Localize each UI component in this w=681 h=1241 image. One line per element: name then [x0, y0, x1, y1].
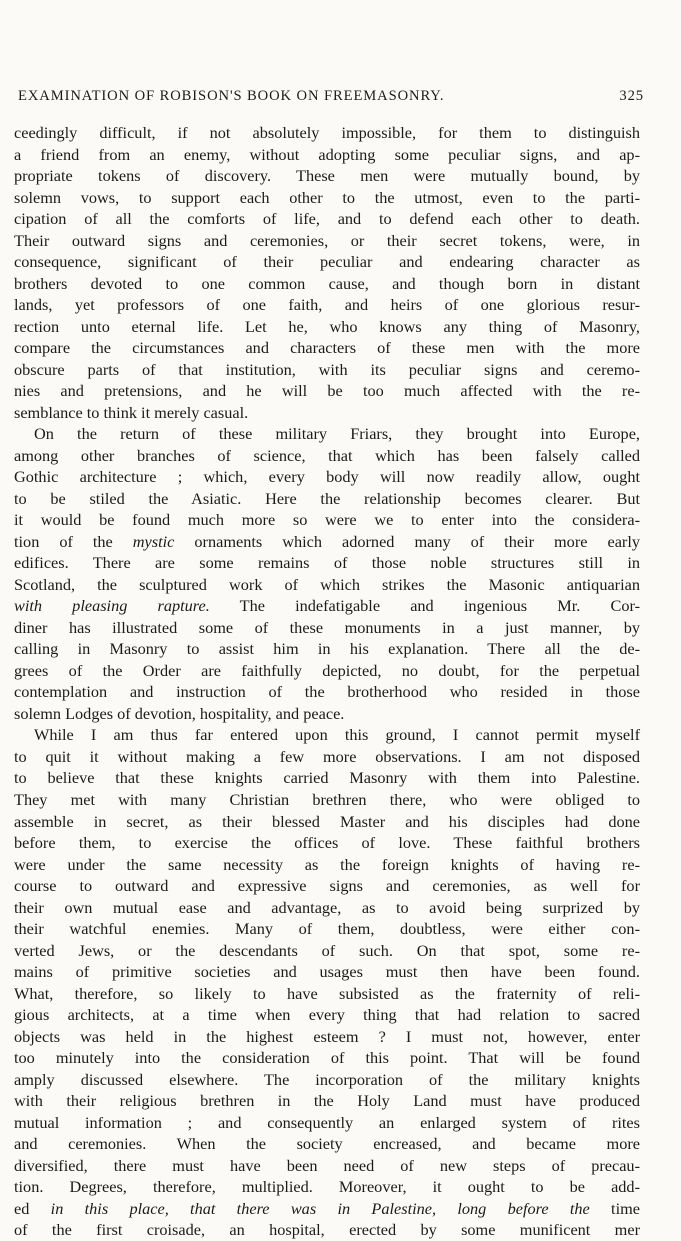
text-segment: before them, to exercise the offices of love. These faithful brothers: [14, 833, 640, 853]
text-segment: solemn Lodges of devotion, hospitality, and peace.: [14, 703, 345, 723]
text-segment: grees of the Order are faithfully depicted, no doubt, for the perpetual: [14, 660, 640, 680]
text-line: [14, 466, 640, 488]
text-line: [14, 208, 640, 230]
text-segment: it would be found much more so were we to enter into the considera-: [14, 510, 640, 530]
text-line: [14, 187, 640, 209]
text-segment: Gothic architecture ; which, every body will now readily allow, ought: [14, 467, 640, 487]
text-segment: mains of primitive societies and usages must then have been found.: [14, 962, 640, 982]
text-line: [14, 854, 640, 876]
text-line: [14, 811, 640, 833]
text-segment: contemplation and instruction of the brotherhood who resided in those: [14, 682, 640, 702]
text-line: [14, 940, 640, 962]
text-segment: to be stiled the Asiatic. Here the relationship becomes clearer. But: [14, 488, 640, 508]
text-line: [14, 617, 640, 639]
text-line: [14, 488, 640, 510]
text-segment: verted Jews, or the descendants of such. On that spot, some re-: [14, 940, 640, 960]
text-line: [14, 918, 640, 940]
text-segment: objects was held in the highest esteem ? I must not, however, enter: [14, 1026, 640, 1046]
text-line: [14, 983, 640, 1005]
text-line: [14, 294, 640, 316]
text-line: [14, 273, 640, 295]
text-segment: propriate tokens of discovery. These men were mutually bound, by: [14, 166, 640, 186]
text-segment: ed: [14, 1198, 51, 1218]
text-line: [14, 423, 640, 445]
text-line: [14, 1198, 640, 1220]
text-line: [14, 746, 640, 768]
text-segment: ornaments which adorned many of their more early: [174, 531, 641, 551]
text-segment: course to outward and expressive signs and ceremonies, as well for: [14, 876, 640, 896]
text-line: [14, 552, 640, 574]
text-line: [14, 1155, 640, 1177]
text-line: [14, 767, 640, 789]
text-line: [14, 875, 640, 897]
text-segment: ceedingly difficult, if not absolutely impossible, for them to distinguish: [14, 123, 640, 142]
text-segment: amply discussed elsewhere. The incorporation of the military knights: [14, 1069, 640, 1089]
text-line: [14, 402, 640, 424]
text-segment: among other branches of science, that which has been falsely called: [14, 445, 640, 465]
text-line: [14, 789, 640, 811]
text-segment: rection unto eternal life. Let he, who knows any thing of Masonry,: [14, 316, 640, 336]
text-segment: a friend from an enemy, without adopting some peculiar signs, and ap-: [14, 144, 640, 164]
text-segment: their watchful enemies. Many of them, doubtless, were either con-: [14, 919, 640, 939]
text-segment: nies and pretensions, and he will be too much affected with the re-: [14, 381, 640, 401]
italic-segment: mystic: [132, 531, 175, 551]
text-line: [14, 380, 640, 402]
text-segment: calling in Masonry to assist him in his explanation. There all the de-: [14, 639, 640, 659]
text-line: [14, 509, 640, 531]
text-line: [14, 681, 640, 703]
text-line: [14, 724, 640, 746]
text-segment: obscure parts of that institution, with its peculiar signs and ceremo-: [14, 359, 640, 379]
text-segment: diner has illustrated some of these monuments in a just manner, by: [14, 617, 640, 637]
text-line: [14, 1069, 640, 1091]
text-segment: to believe that these knights carried Masonry with them into Palestine.: [14, 768, 640, 788]
text-segment: tion of the: [14, 531, 133, 551]
text-line: [14, 638, 640, 660]
text-segment: were under the same necessity as the foreign knights of having re-: [14, 854, 640, 874]
text-segment: mutual information ; and consequently an enlarged system of rites: [14, 1112, 640, 1132]
text-line: [14, 897, 640, 919]
text-segment: While I am thus far entered upon this ground, I cannot permit myself: [34, 725, 640, 745]
text-line: [14, 1219, 640, 1241]
text-segment: tion. Degrees, therefore, multiplied. Moreover, it ought to be add-: [14, 1177, 640, 1197]
text-segment: solemn vows, to support each other to the utmost, even to the parti-: [14, 187, 640, 207]
text-segment: compare the circumstances and characters of these men with the more: [14, 338, 640, 358]
text-line: [14, 574, 640, 596]
text-line: [14, 359, 640, 381]
text-line: [14, 1026, 640, 1048]
text-segment: Scotland, the sculptured work of which strikes the Masonic antiquarian: [14, 574, 640, 594]
text-segment: edifices. There are some remains of those noble structures still in: [14, 553, 640, 573]
text-line: [14, 531, 640, 553]
text-line: [14, 1112, 640, 1134]
text-line: [14, 1004, 640, 1026]
text-segment: lands, yet professors of one faith, and heirs of one glorious resur-: [14, 295, 640, 315]
text-line: [14, 595, 640, 617]
text-line: [14, 1090, 640, 1112]
page-number: 325: [619, 88, 644, 104]
text-segment: of the first croisade, an hospital, erected by some munificent mer: [14, 1220, 640, 1240]
text-segment: diversified, there must have been need of new steps of precau-: [14, 1155, 640, 1175]
text-segment: brothers devoted to one common cause, and though born in distant: [14, 273, 640, 293]
text-line: [14, 230, 640, 252]
text-segment: to quit it without making a few more observations. I am not disposed: [14, 746, 640, 766]
text-line: [14, 122, 640, 144]
text-line: [14, 144, 640, 166]
text-segment: cipation of all the comforts of life, and to defend each other to death.: [14, 209, 640, 229]
text-segment: consequence, significant of their peculiar and endearing character as: [14, 252, 640, 272]
text-line: [14, 703, 640, 725]
running-header: [18, 88, 658, 105]
italic-segment: in this place, that there was in Palestine, long before the: [50, 1198, 590, 1218]
text-segment: assemble in secret, as their blessed Master and his disciples had done: [14, 811, 640, 831]
body-text: [14, 122, 640, 1241]
text-line: [14, 1133, 640, 1155]
text-segment: The indefatigable and ingenious Mr. Cor-: [209, 596, 640, 616]
text-segment: too minutely into the consideration of this point. That will be found: [14, 1048, 640, 1068]
text-line: [14, 660, 640, 682]
text-line: [14, 1176, 640, 1198]
text-segment: semblance to think it merely casual.: [14, 402, 249, 422]
text-line: [14, 251, 640, 273]
text-line: [14, 316, 640, 338]
text-line: [14, 1047, 640, 1069]
text-segment: and ceremonies. When the society encreased, and became more: [14, 1134, 640, 1154]
italic-segment: with pleasing rapture.: [14, 596, 210, 616]
text-segment: their own mutual ease and advantage, as to avoid being surprized by: [14, 897, 640, 917]
text-line: [14, 961, 640, 983]
text-line: [14, 832, 640, 854]
running-title: EXAMINATION OF ROBISON'S BOOK ON FREEMASONRY.: [18, 88, 445, 104]
text-line: [14, 165, 640, 187]
text-segment: gious architects, at a time when every thing that had relation to sacred: [14, 1005, 640, 1025]
text-segment: time: [589, 1198, 640, 1218]
text-segment: What, therefore, so likely to have subsisted as the fraternity of reli-: [14, 983, 640, 1003]
text-segment: Their outward signs and ceremonies, or their secret tokens, were, in: [14, 230, 640, 250]
text-segment: with their religious brethren in the Holy Land must have produced: [14, 1091, 640, 1111]
text-segment: They met with many Christian brethren there, who were obliged to: [14, 789, 640, 809]
text-line: [14, 445, 640, 467]
text-segment: On the return of these military Friars, they brought into Europe,: [34, 424, 640, 444]
text-line: [14, 337, 640, 359]
